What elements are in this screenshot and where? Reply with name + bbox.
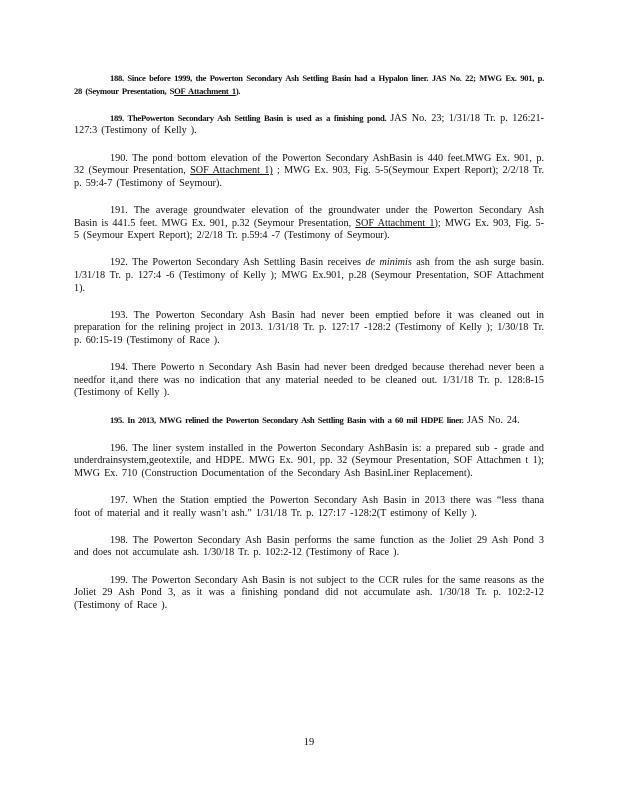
paragraph-text-segment: 191. The average groundwater elevation of the groundwater under the Powerton Secondary Ash Basin is 441.5 feet. MWG Ex. 901, p.32 (Seymour Presentation, (74, 204, 544, 229)
paragraph-text-segment: 194. There Powerto n Secondary Ash Basin had never been dredged because therehad never been a needfor it,and there was no indication that any material needed to be cleaned out. 1/31/18 Tr. p. 128:8-15 (Testimony of Kelly ). (74, 362, 544, 399)
paragraph-195 (74, 414, 544, 428)
paragraph-text-segment: 199. The Powerton Secondary Ash Basin is not subject to the CCR rules for the same reasons as the Joliet 29 Ash Pond 3, as it was a finishing pondand did not accumulate ash. 1/30/18 Tr. p. 102:2-12 (Testimony of Race ). (74, 574, 544, 611)
paragraph-text-segment: SOF Attachment 1) (355, 217, 438, 229)
paragraph-text-segment: 193. The Powerton Secondary Ash Basin had never been emptied before it was cleaned out in preparation for the relining project in 2013. 1/31/18 Tr. p. 127:17 -128:2 (Testimony of Kelly ); 1/30/18 Tr. p. 60:15-19 (Testimony of Race ). (74, 309, 544, 346)
paragraph-190 (74, 153, 544, 191)
paragraph-text-segment: 195. In 2013, MWG relined the Powerton Secondary Ash Settling Basin with a 60 mil HDPE liner. (110, 415, 467, 426)
page-number: 19 (303, 737, 315, 748)
paragraph-text-segment: JAS No. 24. (466, 415, 520, 427)
paragraph-197 (74, 495, 544, 520)
paragraph-text-segment: 198. The Powerton Secondary Ash Basin performs the same function as the Joliet 29 Ash Pond 3 and does not accumulate ash. 1/30/18 Tr. p. 102:2-12 (Testimony of Race ). (74, 534, 544, 559)
paragraph-191 (74, 205, 544, 243)
paragraph-text-segment: JAS No. 23; 1/31/18 Tr. p. 126:21-127:3 (Testimony of Kelly ). (74, 112, 544, 137)
paragraph-188 (74, 72, 544, 97)
paragraph-199 (74, 575, 544, 613)
paragraph-198 (74, 535, 544, 560)
paragraph-text-segment: ). (235, 85, 241, 96)
paragraph-text-segment: ash from the ash surge basin. 1/31/18 Tr. p. 127:4 -6 (Testimony of Kelly ); MWG Ex.901, p.28 (Seymour Presentation, SOF Attachment 1). (74, 257, 544, 294)
paragraph-194 (74, 362, 544, 400)
paragraph-189 (74, 112, 544, 138)
paragraph-text-segment: de minimis (365, 257, 412, 269)
paragraph-192 (74, 257, 544, 295)
paragraph-text-segment: OF Attachment 1 (174, 85, 236, 96)
paragraph-text-segment: SOF Attachment 1) (190, 165, 273, 177)
paragraph-196 (74, 443, 544, 481)
paragraph-text-segment: JAS No. 22; MWG Ex. 901, p. 28 (Seymour Presentation, S (74, 73, 544, 96)
paragraph-text-segment: 196. The liner system installed in the Powerton Secondary AshBasin is: a prepared sub - grade and underdrainsystem,geotextile, and HDPE. MWG Ex. 901, pp. 32 (Seymour Presentation, SOF Attachmen t 1); MWG Ex. 710 (Construction Documentation of the Secondary Ash BasinLiner Replacement). (74, 442, 544, 479)
paragraph-text-segment: ; MWG Ex. 903, Fig. 5-5 (Seymour Expert Report); 2/2/18 Tr. p.59:4 -7 (Testimony of Seymour). (74, 217, 544, 242)
paragraph-text-segment: 188. Since before 1999, the Powerton Secondary Ash Settling Basin had a Hypalon liner. (110, 73, 432, 83)
paragraph-text-segment: 192. The Powerton Secondary Ash Settling Basin receives (110, 257, 366, 269)
paragraph-text-segment: 190. The pond bottom elevation of the Powerton Secondary AshBasin is 440 feet.MWG Ex. 901, p. 32 (Seymour Presentation, (74, 152, 544, 177)
paragraph-text-segment: 197. When the Station emptied the Powerton Secondary Ash Basin in 2013 there was “less thana foot of material and it really wasn’t ash.” 1/31/18 Tr. p. 127:17 -128:2(T estimony of Kelly ). (74, 495, 544, 519)
document-body (74, 72, 544, 627)
paragraph-text-segment: ; MWG Ex. 903, Fig. 5-5(Seymour Expert Report); 2/2/18 Tr. p. 59:4-7 (Testimony of Seymour). (74, 165, 544, 189)
paragraph-text-segment: 189. ThePowerton Secondary Ash Settling Basin is used as a finishing pond. (110, 112, 391, 123)
paragraph-193 (74, 310, 544, 348)
